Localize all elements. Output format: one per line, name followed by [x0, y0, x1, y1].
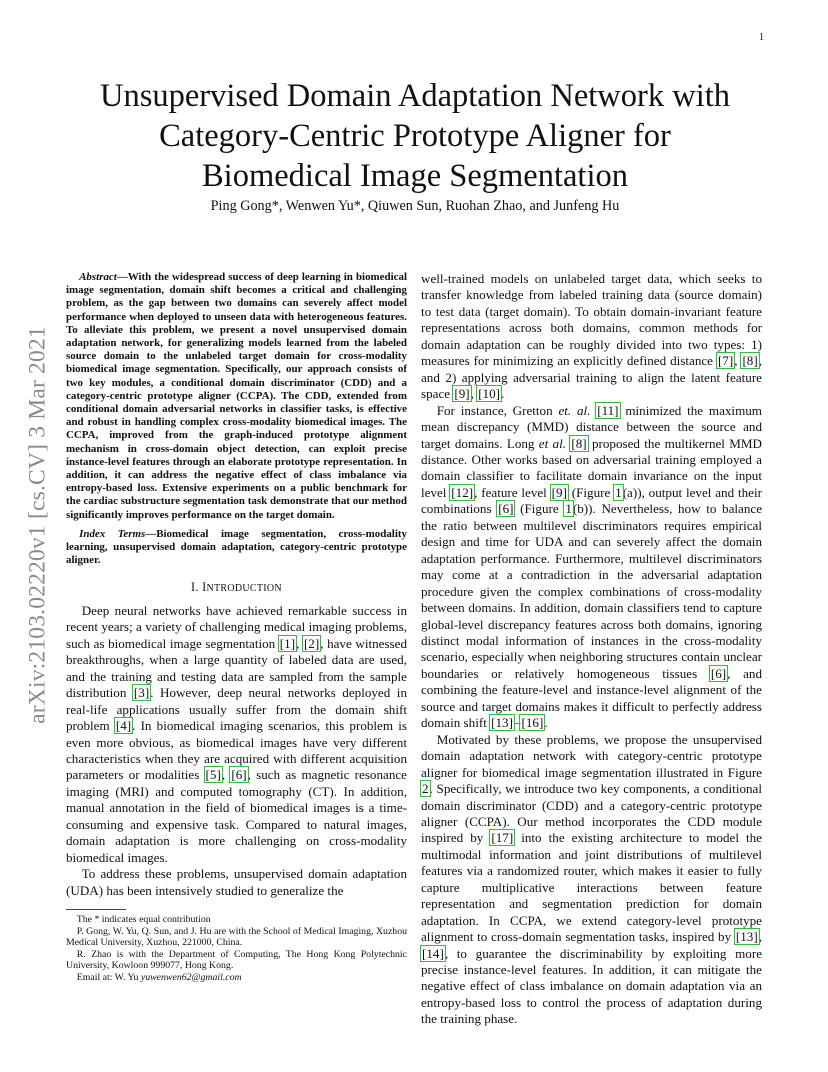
- citation-link[interactable]: [4]: [115, 718, 132, 734]
- text-run: , such as magnetic resonance imaging (MRI) and computed tomography (CT). In addition, manual annotation in the field of biomedical images is a time-consuming and expensive task. Compared to natural images, domain adaptation is more challenging on cross-modality biomedical images.: [66, 767, 407, 865]
- citation-link[interactable]: [1]: [279, 635, 296, 651]
- text-run: proposed the multikernel MMD distance. Other works based on adversarial training employed a domain classifier to facilitate domain invariance on the input level: [421, 435, 762, 500]
- text-run: For instance, Gretton: [436, 402, 559, 418]
- text-run: (Figure: [567, 484, 615, 500]
- intro-paragraph-2: To address these problems, unsupervised domain adaptation (UDA) has been intensively studied to generalize the: [66, 866, 407, 898]
- left-column: [66, 271, 407, 983]
- text-run: . In biomedical imaging scenarios, this problem is even more obvious, as biomedical images have very different characteristics when they are acquired with different acquisition parameters or modalities: [66, 718, 407, 783]
- section-heading-introduction: [66, 579, 407, 597]
- figure-link[interactable]: 1: [615, 484, 622, 500]
- paper-title: [70, 76, 760, 196]
- right-paragraph-3: [421, 732, 762, 1028]
- text-run: , feature level: [474, 484, 551, 500]
- text-run: et al.: [538, 435, 567, 451]
- title-line-3: Biomedical Image Segmentation: [202, 158, 628, 194]
- page-number: 1: [759, 32, 764, 43]
- text-run: , and combining the feature-level and instance-level alignment of the source and target domains makes it difficult to perfectly address domain shift: [421, 665, 762, 731]
- footnote-rule: [66, 909, 126, 910]
- text-run: et. al.: [558, 402, 591, 418]
- text-run: well-trained models on unlabeled target data, which seeks to transfer knowledge from labeled training data (source domain) to test data (target domain). To obtain domain-invariant feature representations across both domains, common methods for domain adaptation can be roughly divided into two types: 1) measures for minimizing an explicitly defined distance: [421, 271, 762, 369]
- citation-link[interactable]: [8]: [742, 353, 758, 369]
- citation-link[interactable]: [6]: [231, 767, 247, 783]
- citation-link[interactable]: [9]: [551, 484, 567, 500]
- text-run: , to guarantee the discriminability by exploiting more precise instance-level features. In addition, it can mitigate the negative effect of class imbalance on domain adaptation via an entropy-based loss to control the process of adaptation during the training phase.: [421, 945, 762, 1027]
- arxiv-stamp[interactable]: [8, 290, 68, 760]
- text-run: (b)). Nevertheless, how to balance the ratio between multilevel discriminators requires empirical design and time for UDA and can severely affect the domain adaptation performance. Furthermore, multilevel discriminators may come at a contradiction in the adversarial adaptation procedure given the complex combinations of cross-modality between domains. In addition, domain classifiers tend to capture global-level discrepancy features across both domains, ignoring distinct modal information of instances in the cross-modality scenario, especially when neighboring structures contain unclear boundaries or relatively homogeneous tissues: [421, 501, 763, 681]
- right-paragraph-1: well-trained models on unlabeled target data, which seeks to transfer knowledge from labeled training data (source domain) to test data (target domain). To obtain domain-invariant feature representations across both domains, common methods for domain adaptation can be roughly divided into two types: 1) measures for minimizing an explicitly defined distance [7], [8], and 2) applying adversarial training to align the latent feature space [9], [10].: [421, 271, 762, 402]
- text-run: (a)), output level and their combinations: [421, 484, 762, 517]
- abstract-text: —With the widespread success of deep learning in biomedical image segmentation, domain shift becomes a critical and challenging problem, as the gap between two domains can severely affect model performance when deployed to unseen data with heterogeneous features. To alleviate this problem, we present a novel unsupervised domain adaptation network, for generalizing models learned from the labeled source domain to the unlabeled target domain for cross-modality biomedical image segmentation. Specifically, our approach consists of two key modules, a conditional domain discriminator (CDD) and a category-centric prototype aligner (CCPA). The CDD, extended from conditional domain adversarial networks in classifier tasks, is effective and robust in handling complex cross-modality biomedical images. The CCPA, improved from the graph-induced prototype alignment mechanism in cross-domain object detection, can exploit precise instance-level features through an elaborate prototype representation. In addition, it can address the negative effect of class imbalance via entropy-based loss. Extensive experiments on a public benchmark for the cardiac substructure segmentation task demonstrate that our method significantly improves performance on the target domain.: [66, 271, 407, 521]
- citation-link[interactable]: [10]: [478, 386, 501, 402]
- footnote-affiliation-2: R. Zhao is with the Department of Computing, The Hong Kong Polytechnic University, Kowloon 999077, Hong Kong.: [66, 948, 407, 972]
- text-run: , have witnessed breakthroughs, when a large quantity of labeled data are used, and the training and testing data are sampled from the sample distribution: [66, 635, 408, 701]
- text-run: Motivated by these problems, we propose the unsupervised domain adaptation network with category-centric prototype aligner for biomedical image segmentation illustrated in Figure: [421, 731, 762, 780]
- text-run: , and 2) applying adversarial training to align the latent feature space: [421, 353, 762, 402]
- citation-link[interactable]: [11]: [597, 402, 619, 418]
- index-terms-label: Index Terms: [79, 527, 146, 540]
- footnote-equal-contribution: The * indicates equal contribution: [76, 914, 211, 926]
- text-run: ,: [758, 929, 762, 945]
- right-column: [421, 271, 762, 1028]
- section-numeral: I.: [191, 580, 203, 595]
- index-terms: [66, 528, 407, 568]
- citation-link[interactable]: [2]: [303, 635, 320, 651]
- citation-link[interactable]: [13]: [491, 715, 513, 731]
- text-run: . Specifically, we introduce two key components, a conditional domain discriminator (CDD) and a category-centric prototype aligner (CCPA). Our method incorporates the CDD module inspired by: [421, 781, 762, 846]
- email-address[interactable]: yuwenwen62@gmail.com: [140, 971, 242, 983]
- text-run: –: [513, 715, 521, 731]
- text-run: Deep neural networks have achieved remarkable success in recent years; a variety of challenging medical imaging problems, such as biomedical image segmentation: [66, 602, 407, 651]
- citation-link[interactable]: [17]: [491, 830, 514, 846]
- text-run: (Figure: [514, 501, 565, 517]
- citation-link[interactable]: [14]: [422, 945, 444, 961]
- text-run: into the existing architecture to model the multimodal information and joint distributions of multilevel features via a randomized router, which makes it easier to fully capture multiplicative interactions between feature representation and segmentation prediction for domain adaptation. In CCPA, we extend category-level prototype alignment to cross-domain segmentation tasks, inspired by: [421, 830, 762, 945]
- citation-link[interactable]: [5]: [205, 767, 221, 783]
- title-line-1: Unsupervised Domain Adaptation Network with: [99, 78, 731, 114]
- citation-link[interactable]: [9]: [454, 386, 470, 402]
- intro-paragraph-1: Deep neural networks have achieved remarkable success in recent years; a variety of challenging medical imaging problems, such as biomedical image segmentation [1], [2], have witnessed breakthroughs, when a large quantity of labeled data are used, and the training and testing data are sampled from the sample distribution [3]. However, deep neural networks deployed in real-life applications usually suffer from the domain shift problem [4]. In biomedical imaging scenarios, this problem is even more obvious, as biomedical images have very different characteristics when they are acquired with different acquisition parameters or modalities [5], [6], such as magnetic resonance imaging (MRI) and computed tomography (CT). In addition, manual annotation in the field of biomedical images is a time-consuming and expensive task. Compared to natural images, domain adaptation is more challenging on cross-modality biomedical images.: [66, 602, 408, 865]
- citation-link[interactable]: [12]: [451, 484, 474, 500]
- footnote-email: [66, 972, 407, 984]
- citation-link[interactable]: [16]: [521, 715, 544, 731]
- email-label: Email at: W. Yu: [76, 971, 141, 983]
- section-rest: NTRODUCTION: [206, 583, 282, 595]
- index-terms-text: —Biomedical image segmentation, cross-modality learning, unsupervised domain adaptation, category-centric prototype aligner.: [66, 527, 407, 567]
- figure-link[interactable]: 1: [565, 501, 572, 517]
- arxiv-stamp-text: arXiv:2103.02220v1 [cs.CV] 3 Mar 2021: [24, 326, 51, 724]
- section-initial: I: [202, 580, 207, 595]
- citation-link[interactable]: [8]: [571, 435, 587, 451]
- citation-link[interactable]: [6]: [498, 501, 514, 517]
- text-run: minimized the maximum mean discrepancy (MMD) distance between the source and target domains. Long: [421, 402, 762, 451]
- citation-link[interactable]: [13]: [735, 929, 758, 945]
- title-line-2: Category-Centric Prototype Aligner for: [159, 118, 671, 154]
- text-run: .: [544, 715, 548, 731]
- footnote-affiliation-1: P. Gong, W. Yu, Q. Sun, and J. Hu are with the School of Medical Imaging, Xuzhou Medical University, Xuzhou, 221000, China.: [66, 925, 407, 949]
- right-paragraph-2: [421, 403, 762, 732]
- text-run: . However, deep neural networks deployed in real-life applications usually suffer from the domain shift problem: [66, 685, 407, 734]
- citation-link[interactable]: [3]: [133, 685, 150, 701]
- text-run: .: [501, 386, 505, 402]
- figure-link[interactable]: 2: [422, 781, 429, 797]
- citation-link[interactable]: [6]: [710, 665, 727, 681]
- author-list: Ping Gong*, Wenwen Yu*, Qiuwen Sun, Ruohan Zhao, and Junfeng Hu: [210, 198, 620, 214]
- abstract-label: Abstract: [79, 271, 117, 283]
- citation-link[interactable]: [7]: [717, 353, 734, 369]
- abstract: [66, 271, 407, 522]
